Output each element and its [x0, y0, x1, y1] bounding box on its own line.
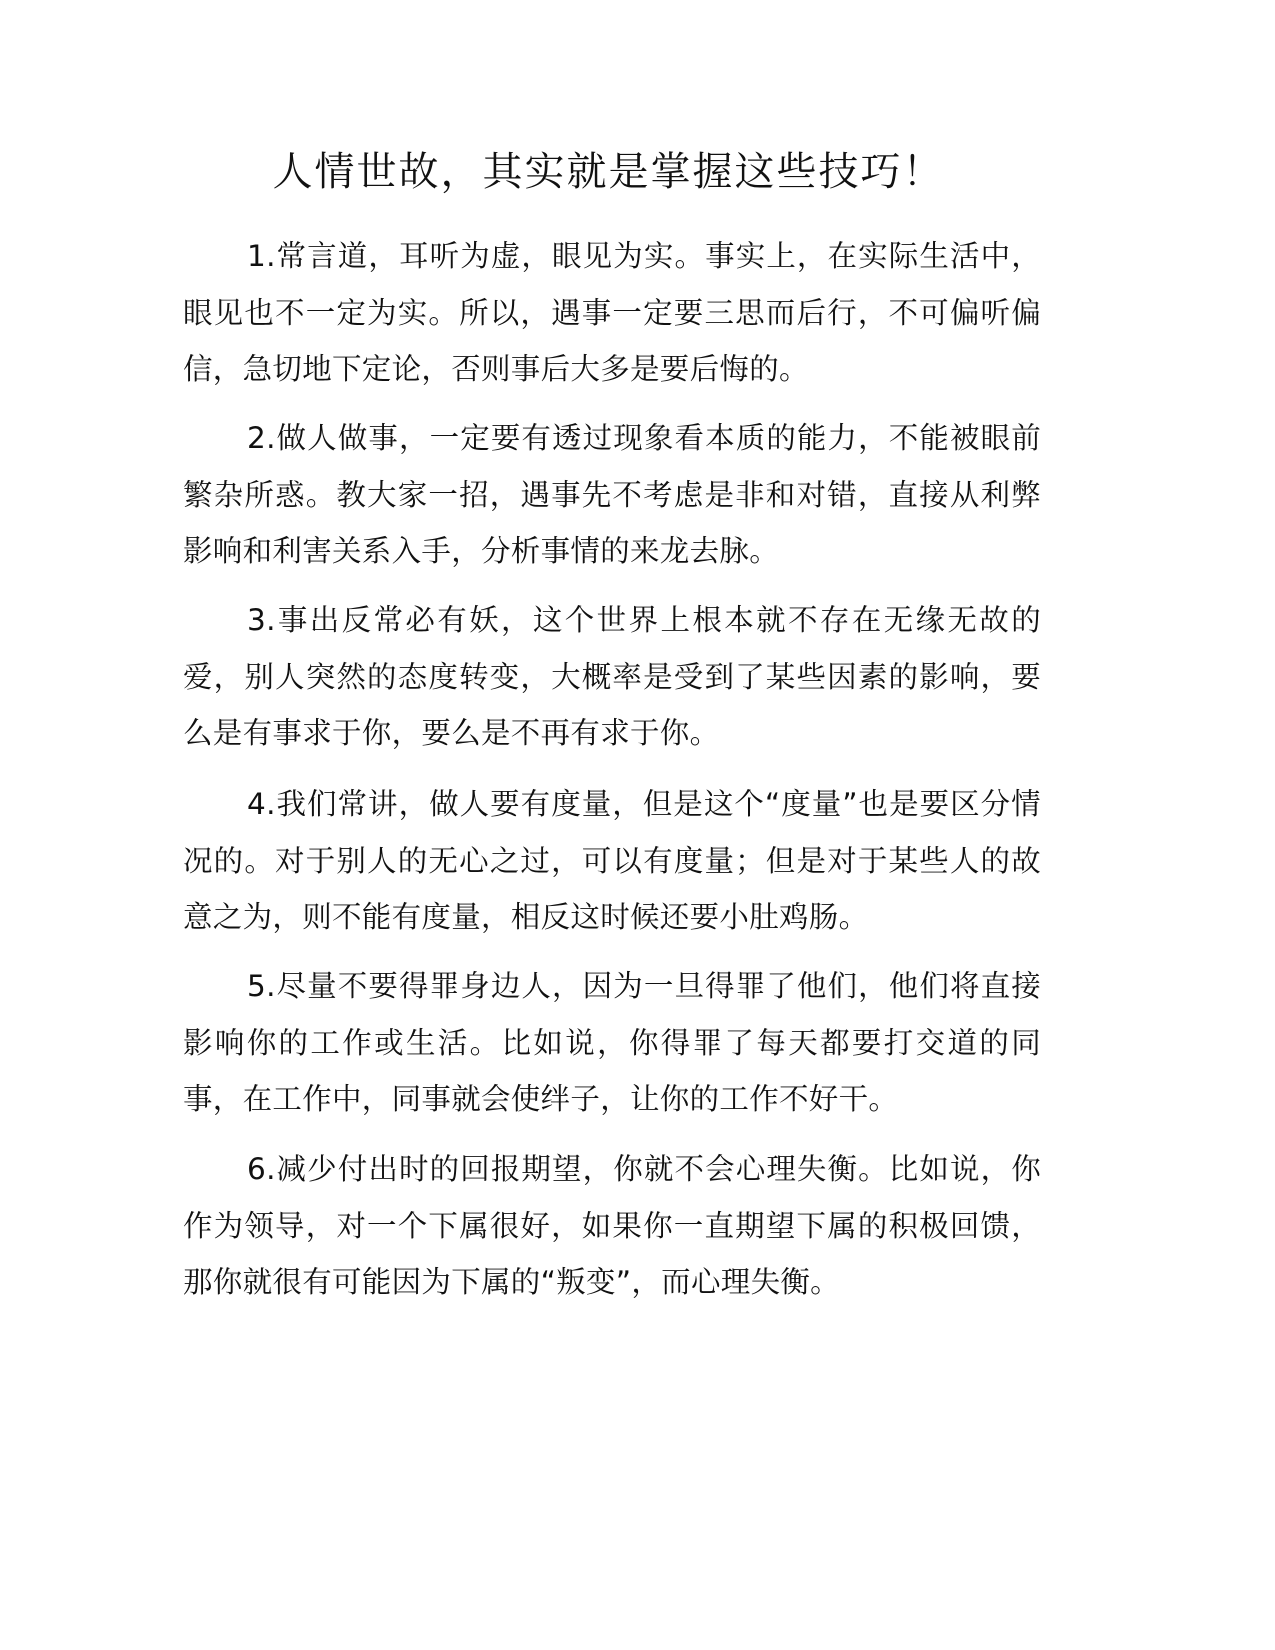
paragraph-4: 4.我们常讲，做人要有度量，但是这个“度量”也是要区分情况的。对于别人的无心之过，可以有度量；但是对于某些人的故意之为，则不能有度量，相反这时候还要小肚鸡肠。: [183, 787, 1041, 934]
paragraph-5: 5.尽量不要得罪身边人，因为一旦得罪了他们，他们将直接影响你的工作或生活。比如说，你得罪了每天都要打交道的同事，在工作中，同事就会使绊子，让你的工作不好干。: [183, 969, 1041, 1116]
document-title: 人情世故，其实就是掌握这些技巧！: [272, 149, 945, 195]
paragraph-6: 6.减少付出时的回报期望，你就不会心理失衡。比如说，你作为领导，对一个下属很好，如果你一直期望下属的积极回馈，那你就很有可能因为下属的“叛变”，而心理失衡。: [183, 1152, 1041, 1299]
paragraph-2: 2.做人做事，一定要有透过现象看本质的能力，不能被眼前繁杂所惑。教大家一招，遇事先不考虑是非和对错，直接从利弊影响和利害关系入手，分析事情的来龙去脉。: [183, 421, 1041, 568]
paragraph-3: 3.事出反常必有妖，这个世界上根本就不存在无缘无故的爱，别人突然的态度转变，大概率是受到了某些因素的影响，要么是有事求于你，要么是不再有求于你。: [183, 603, 1041, 750]
paragraph-1: 1.常言道，耳听为虚，眼见为实。事实上，在实际生活中，眼见也不一定为实。所以，遇事一定要三思而后行，不可偏听偏信，急切地下定论，否则事后大多是要后悔的。: [183, 239, 1041, 386]
